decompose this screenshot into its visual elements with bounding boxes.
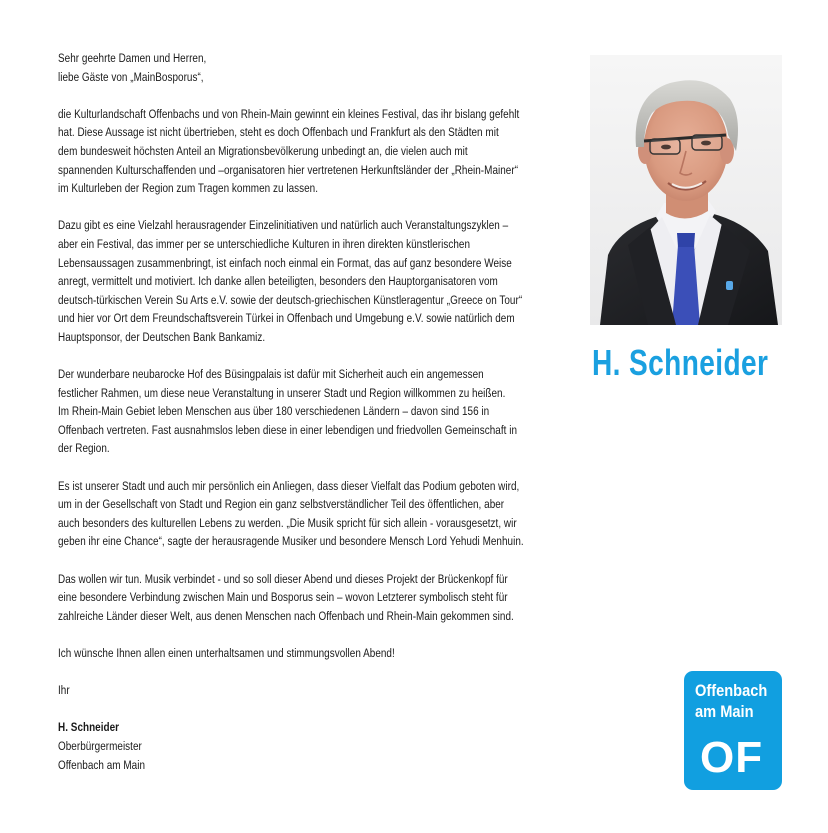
- paragraph-1: [58, 105, 598, 198]
- salutation: [58, 49, 598, 86]
- paragraph-line: dem bundesweit höchsten Anteil an Migrationsbevölkerung unbedingt an, die vielen auch mit: [58, 143, 468, 158]
- portrait-icon: [590, 55, 782, 325]
- paragraph-line: zahlreiche Länder dieser Welt, aus denen Menschen nach Offenbach und Rhein-Main gekommen sind.: [58, 608, 514, 623]
- signature-title: Oberbürgermeister: [58, 738, 142, 753]
- closing: Ihr: [58, 683, 70, 698]
- signature-city: Offenbach am Main: [58, 757, 146, 772]
- paragraph-line: anregt, vermittelt und motiviert. Ich danke allen beteiligten, besonders den Hauptorganisatoren vom: [58, 274, 498, 289]
- paragraph-line: festlicher Rahmen, um diese neue Veranstaltung in unserer Stadt und Region willkommen zu heißen.: [58, 385, 506, 400]
- paragraph-line: Dazu gibt es eine Vielzahl herausragender Einzelinitiativen und natürlich auch Veranstaltungszyklen –: [58, 218, 509, 233]
- paragraph-line: Offenbach vertreten. Fast ausnahmslos leben diese in einer lebendigen und friedvollen Gemeinschaft in: [58, 422, 518, 437]
- letter-body: [58, 49, 598, 774]
- paragraph-2: [58, 216, 598, 346]
- paragraph-line: hat. Diese Aussage ist nicht übertrieben, steht es doch Offenbach und Frankfurt als den Städten mit: [58, 125, 499, 140]
- paragraph-5: [58, 570, 598, 626]
- paragraph-line: um in der Gesellschaft von Stadt und Region ein ganz selbstverständlicher Teil des öffentlichen, aber: [58, 497, 505, 512]
- logo-city-line: Offenbach: [695, 681, 768, 700]
- logo-city-line: am Main: [695, 702, 754, 721]
- salutation-line: Sehr geehrte Damen und Herren,: [58, 51, 207, 65]
- paragraph-6: [58, 644, 598, 663]
- name-heading: H. Schneider: [592, 342, 769, 383]
- paragraph-line: die Kulturlandschaft Offenbachs und von Rhein-Main gewinnt ein kleines Festival, das ihr bislang gefehlt: [58, 106, 520, 121]
- paragraph-line: der Region.: [58, 441, 110, 456]
- paragraph-4: [58, 477, 598, 551]
- paragraph-line: spannenden Kulturschaffenden und –organisatoren hier vertretenen Herkunftsländer der „Rhein-Mainer“: [58, 162, 519, 177]
- salutation-line: liebe Gäste von „MainBosporus“,: [58, 69, 204, 84]
- paragraph-line: im Kulturleben der Region zum Tragen kommen zu lassen.: [58, 181, 319, 196]
- paragraph-line: Ich wünsche Ihnen allen einen unterhaltsamen und stimmungsvollen Abend!: [58, 646, 395, 660]
- paragraph-line: auch besonders des kulturellen Lebens zu werden. „Die Musik spricht für sich allein - vorausgesetzt, wir: [58, 515, 517, 530]
- portrait-photo: [590, 55, 782, 325]
- paragraph-line: Es ist unserer Stadt und auch mir persönlich ein Anliegen, dass dieser Vielfalt das Podium geboten wird,: [58, 478, 520, 493]
- paragraph-line: deutsch-türkischen Verein Su Arts e.V. sowie der deutsch-griechischen Künstleragentur „Greece on Tour“: [58, 292, 523, 307]
- signature-name: H. Schneider: [58, 720, 120, 735]
- city-logo: [684, 671, 782, 790]
- paragraph-line: Das wollen wir tun. Musik verbindet - und so soll dieser Abend und dieses Projekt der Brückenkopf für: [58, 571, 508, 586]
- signature-block: [58, 718, 598, 774]
- paragraph-3: [58, 365, 598, 458]
- paragraph-line: und hier vor Ort dem Freundschaftsverein Türkei in Offenbach und Umgebung e.V. sowie natürlich dem: [58, 311, 515, 326]
- paragraph-line: Lebensaussagen zusammenbringt, ist einfach noch einmal ein Format, das auf ganz besondere Weise: [58, 255, 512, 270]
- logo-abbreviation: OF: [700, 733, 764, 782]
- paragraph-line: geben ihr eine Chance“, sagte der herausragende Musiker und besondere Mensch Lord Yehudi Menhuin.: [58, 534, 524, 549]
- paragraph-line: aber ein Festival, das immer per se unterschiedliche Kulturen in ihren direkten künstlerischen: [58, 236, 471, 251]
- paragraph-line: Der wunderbare neubarocke Hof des Büsingpalais ist dafür mit Sicherheit auch ein angemessen: [58, 367, 484, 382]
- paragraph-line: Im Rhein-Main Gebiet leben Menschen aus über 180 verschiedenen Ländern – davon sind 156 in: [58, 404, 490, 419]
- paragraph-line: Hauptsponsor, der Deutschen Bank Bankamiz.: [58, 329, 266, 344]
- paragraph-line: eine besondere Verbindung zwischen Main und Bosporus sein – wovon Letzterer symbolisch steht für: [58, 590, 508, 605]
